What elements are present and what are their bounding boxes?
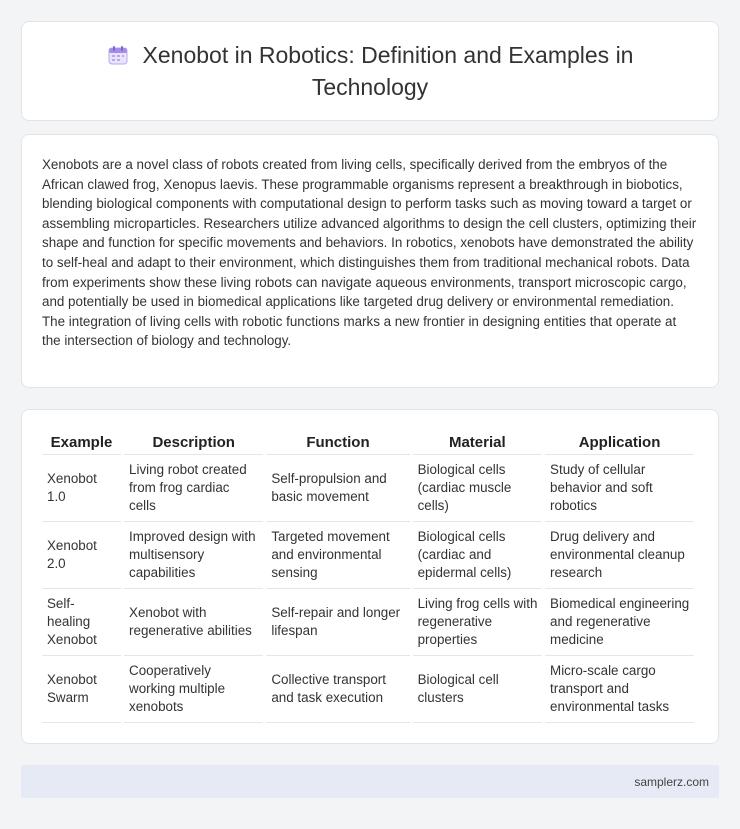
cell-example: Xenobot Swarm — [42, 656, 121, 723]
cell-material: Living frog cells with regenerative properties — [413, 589, 542, 656]
cell-application: Study of cellular behavior and soft robotics — [545, 455, 694, 522]
table-row — [42, 589, 694, 656]
cell-description: Living robot created from frog cardiac cells — [124, 455, 263, 522]
table-row — [42, 455, 694, 522]
table-row — [42, 522, 694, 589]
description-text: Xenobots are a novel class of robots created from living cells, specifically derived from the embryos of the African clawed frog, Xenopus laevis. These programmable organisms represent a breakthrough in biobotics, blending biological components with computational design to perform tasks such as moving toward a target or assembling microparticles. Researchers utilize advanced algorithms to design the cell clusters, optimizing their shape and function for specific movements and behaviors. In robotics, xenobots have demonstrated the ability to self-heal and adapt to their environment, which distinguishes them from traditional mechanical robots. Data from experiments show these living robots can navigate aqueous environments, transport microscopic cargo, and potentially be used in biomedical applications like targeted drug delivery or environmental remediation. The integration of living cells with robotic functions marks a new frontier in designing entities that operate at the intersection of biology and technology. — [42, 157, 697, 349]
cell-function: Targeted movement and environmental sensing — [266, 522, 409, 589]
cell-function: Collective transport and task execution — [266, 656, 409, 723]
header-material: Material — [413, 424, 542, 455]
page-title-text: Xenobot in Robotics: Definition and Examples in Technology — [142, 41, 634, 100]
header-example: Example — [42, 424, 121, 455]
examples-table — [39, 424, 697, 723]
table-header-row — [42, 424, 694, 455]
title-wrap — [22, 41, 718, 102]
footer — [21, 765, 719, 798]
cell-material: Biological cells (cardiac and epidermal cells) — [413, 522, 542, 589]
calendar-icon — [107, 44, 129, 73]
cell-example: Self-healing Xenobot — [42, 589, 121, 656]
header-function: Function — [266, 424, 409, 455]
cell-description: Cooperatively working multiple xenobots — [124, 656, 263, 723]
footer-site-link[interactable]: samplerz.com — [634, 775, 709, 789]
cell-description: Improved design with multisensory capabilities — [124, 522, 263, 589]
cell-function: Self-propulsion and basic movement — [266, 455, 409, 522]
cell-description: Xenobot with regenerative abilities — [124, 589, 263, 656]
cell-function: Self-repair and longer lifespan — [266, 589, 409, 656]
header-description: Description — [124, 424, 263, 455]
description-card — [21, 134, 719, 388]
cell-application: Micro-scale cargo transport and environmental tasks — [545, 656, 694, 723]
cell-example: Xenobot 2.0 — [42, 522, 121, 589]
cell-application: Biomedical engineering and regenerative medicine — [545, 589, 694, 656]
header-application: Application — [545, 424, 694, 455]
cell-material: Biological cells (cardiac muscle cells) — [413, 455, 542, 522]
table-card — [21, 409, 719, 744]
table-row — [42, 656, 694, 723]
page-title — [82, 41, 658, 102]
header-card — [21, 21, 719, 121]
cell-example: Xenobot 1.0 — [42, 455, 121, 522]
cell-application: Drug delivery and environmental cleanup research — [545, 522, 694, 589]
cell-material: Biological cell clusters — [413, 656, 542, 723]
